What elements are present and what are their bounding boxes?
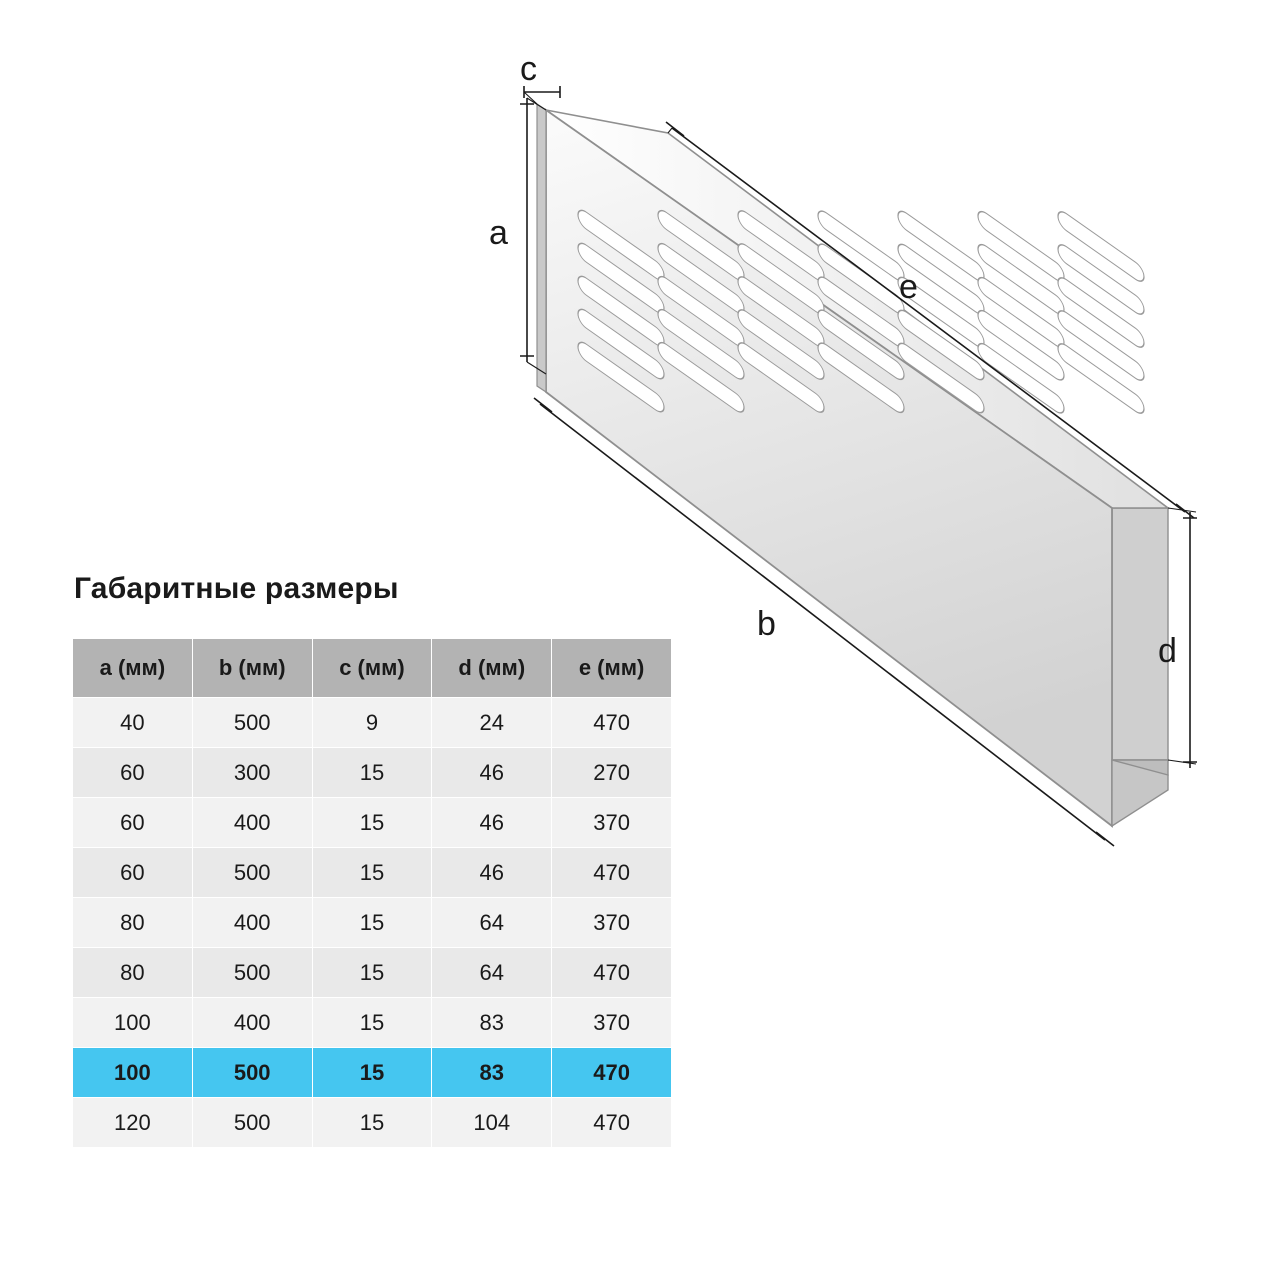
dimensions-table-block	[72, 572, 672, 1148]
cell-d: 83	[432, 1048, 552, 1098]
dimension-label-a: a	[489, 214, 508, 252]
cell-a: 120	[73, 1098, 193, 1148]
table-row	[73, 748, 672, 798]
table-row	[73, 848, 672, 898]
cell-c: 15	[312, 998, 432, 1048]
cell-b: 500	[192, 1098, 312, 1148]
table-header-row	[73, 639, 672, 698]
dimension-label-c: c	[520, 50, 537, 88]
column-header-d: d (мм)	[432, 639, 552, 698]
cell-e: 370	[552, 998, 672, 1048]
cell-d: 83	[432, 998, 552, 1048]
table-row	[73, 998, 672, 1048]
cell-d: 64	[432, 898, 552, 948]
table-row	[73, 1048, 672, 1098]
cell-c: 15	[312, 848, 432, 898]
cell-a: 60	[73, 798, 193, 848]
cell-a: 40	[73, 698, 193, 748]
cell-e: 470	[552, 698, 672, 748]
cell-d: 46	[432, 798, 552, 848]
cell-b: 400	[192, 998, 312, 1048]
cell-d: 46	[432, 848, 552, 898]
cell-a: 100	[73, 1048, 193, 1098]
cell-a: 60	[73, 848, 193, 898]
cell-d: 46	[432, 748, 552, 798]
dimension-label-d: d	[1158, 632, 1177, 670]
dimension-label-e: e	[899, 268, 918, 306]
column-header-c: c (мм)	[312, 639, 432, 698]
cell-d: 24	[432, 698, 552, 748]
column-header-b: b (мм)	[192, 639, 312, 698]
cell-e: 470	[552, 1048, 672, 1098]
cell-e: 270	[552, 748, 672, 798]
cell-e: 370	[552, 898, 672, 948]
cell-a: 60	[73, 748, 193, 798]
table-row	[73, 1098, 672, 1148]
cell-b: 500	[192, 698, 312, 748]
cell-b: 400	[192, 798, 312, 848]
table-row	[73, 798, 672, 848]
cell-c: 15	[312, 948, 432, 998]
cell-a: 80	[73, 898, 193, 948]
cell-b: 300	[192, 748, 312, 798]
column-header-e: e (мм)	[552, 639, 672, 698]
cell-b: 500	[192, 848, 312, 898]
table-title: Габаритные размеры	[74, 572, 399, 605]
cell-e: 470	[552, 948, 672, 998]
cell-a: 100	[73, 998, 193, 1048]
cell-e: 370	[552, 798, 672, 848]
cell-c: 15	[312, 1098, 432, 1148]
table-row	[73, 948, 672, 998]
column-header-a: a (мм)	[73, 639, 193, 698]
cell-c: 15	[312, 898, 432, 948]
dimensions-table	[72, 638, 672, 1148]
cell-c: 15	[312, 748, 432, 798]
dimension-label-b: b	[757, 605, 776, 643]
cell-c: 9	[312, 698, 432, 748]
cell-e: 470	[552, 1098, 672, 1148]
table-row	[73, 898, 672, 948]
cell-b: 500	[192, 1048, 312, 1098]
cell-e: 470	[552, 848, 672, 898]
cell-b: 400	[192, 898, 312, 948]
cell-c: 15	[312, 1048, 432, 1098]
cell-b: 500	[192, 948, 312, 998]
table-row	[73, 698, 672, 748]
cell-d: 64	[432, 948, 552, 998]
cell-d: 104	[432, 1098, 552, 1148]
cell-c: 15	[312, 798, 432, 848]
cell-a: 80	[73, 948, 193, 998]
